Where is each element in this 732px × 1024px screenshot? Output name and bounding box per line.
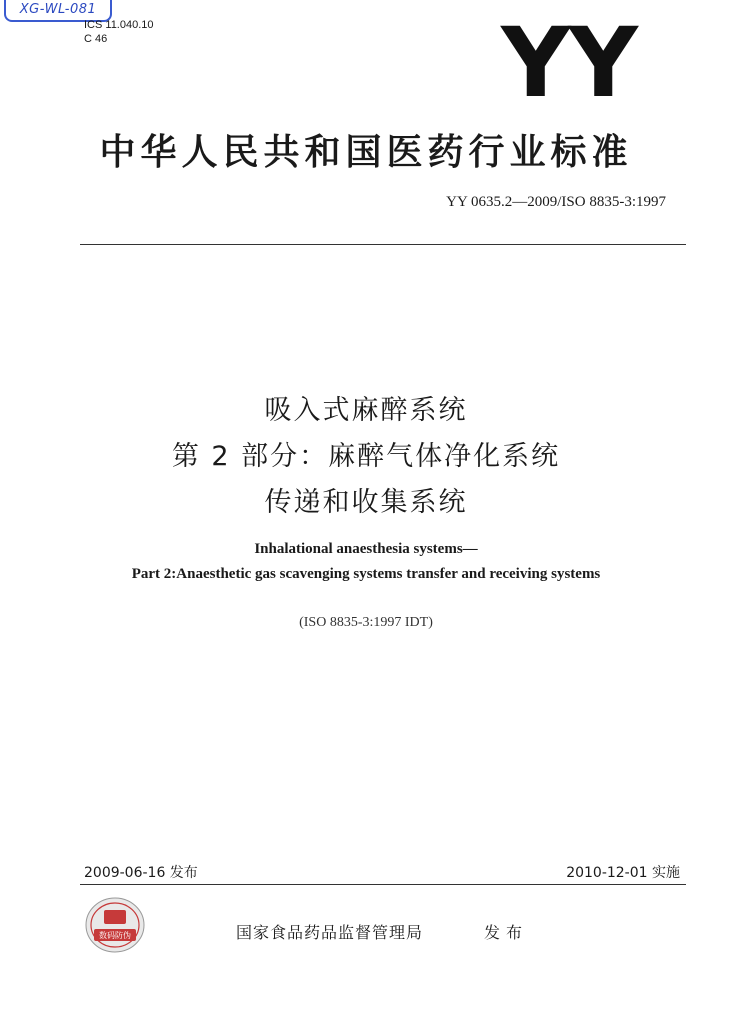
en-title-line-2: Part 2:Anaesthetic gas scavenging systems transfer and receiving systems	[131, 566, 601, 582]
publisher-name: 国家食品药品监督管理局	[236, 923, 424, 942]
classification-codes	[84, 18, 154, 46]
ics-code: ICS 11.040.10	[84, 19, 154, 31]
standard-title: 中华人民共和国医药行业标准	[99, 132, 633, 173]
top-divider	[80, 244, 686, 245]
en-title-line-1: Inhalational anaesthesia systems—	[254, 541, 478, 557]
implementation-date: 2010-12-01 实施	[566, 865, 680, 881]
yy-logo: YY	[500, 7, 636, 119]
bottom-divider	[80, 884, 686, 885]
cn-title-line-2: 第 2 部分：麻醉气体净化系统	[171, 441, 561, 472]
anti-counterfeit-seal-icon	[84, 896, 146, 954]
cn-title-line-3: 传递和收集系统	[264, 487, 468, 518]
cn-title-line-1: 吸入式麻醉系统	[264, 395, 468, 426]
issue-date: 2009-06-16 发布	[84, 865, 198, 881]
iso-identity: (ISO 8835-3:1997 IDT)	[299, 615, 433, 630]
standard-number: YY 0635.2—2009/ISO 8835-3:1997	[446, 194, 666, 210]
corner-archive-stamp: XG-WL-081	[4, 0, 112, 22]
ccs-code: C 46	[84, 33, 108, 45]
publish-label: 发布	[484, 923, 529, 942]
seal-text: 数码防伪	[99, 931, 131, 940]
